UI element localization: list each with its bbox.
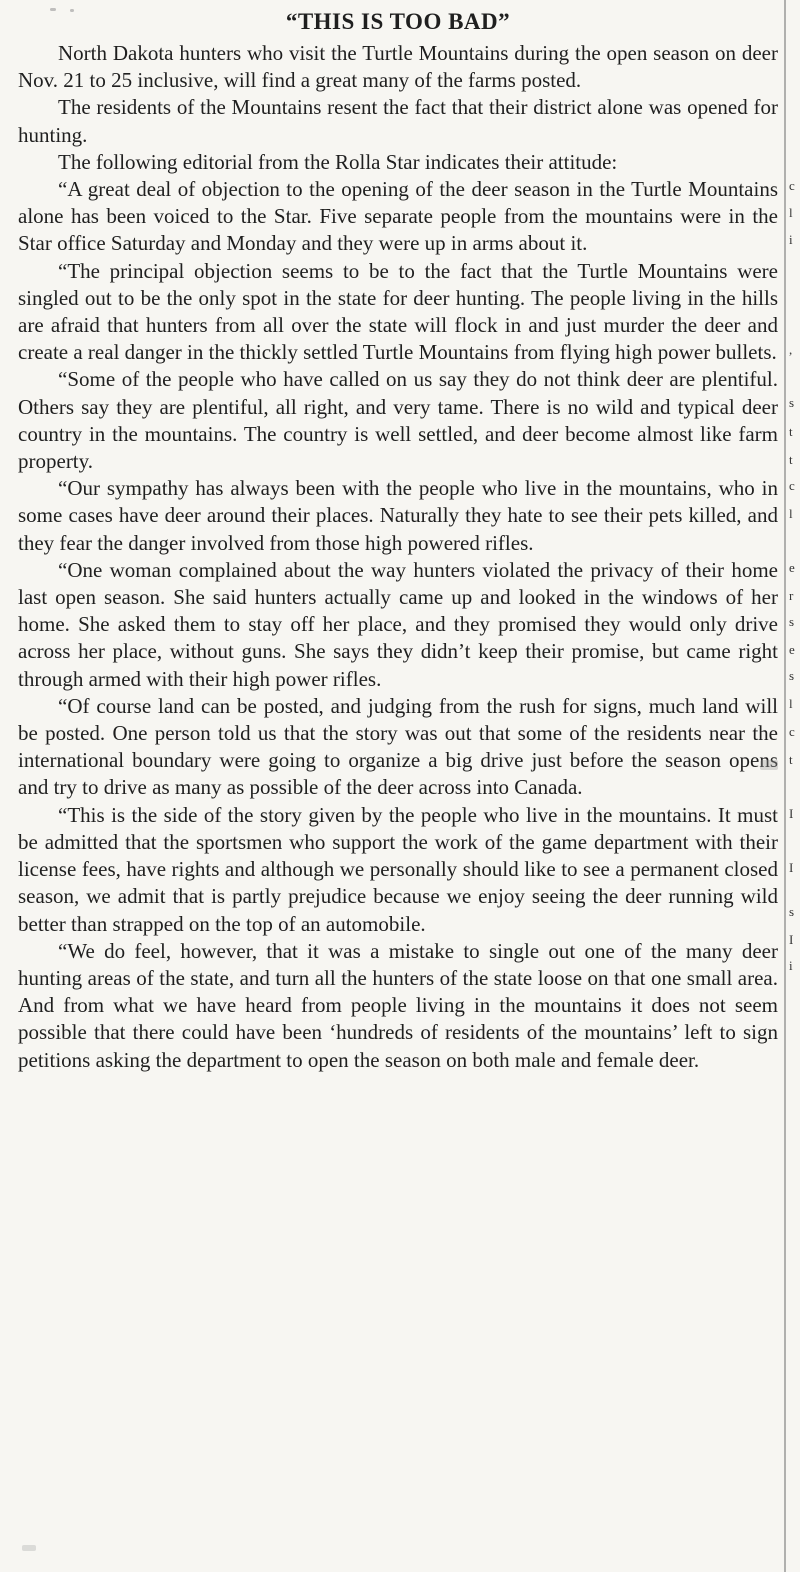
- edge-glyph: t: [789, 424, 793, 439]
- paragraph-10: “This is the side of the story given by the people who live in the mountains. It must be admitted that the sportsmen who support the work of the game department with their license fees, have rights and although we personally should like to see a permanent closed season, we admit that is partly prejudice because we enjoy seeing the deer running wild better than strapped on the top of an automobile.: [18, 802, 778, 936]
- edge-glyph: i: [789, 958, 793, 973]
- edge-glyph: c: [789, 478, 795, 493]
- paragraph-11: “We do feel, however, that it was a mistake to single out one of the many deer hunting areas of the state, and turn all the hunters of the state loose on that one small area. And from what we have heard from people living in the mountains it does not seem possible that there could have been ‘hundreds of residents of the mountains’ left to sign petitions asking the department to open the season on both male and female deer.: [18, 938, 778, 1072]
- edge-glyph: c: [789, 724, 795, 739]
- edge-glyph: t: [789, 452, 793, 467]
- paragraph-8: “One woman complained about the way hunters violated the privacy of their home last open season. She said hunters actually came up and looked in the windows of her home. She asked them to stay off her place, and they promised they would only drive across her place, without guns. She says they didn’t keep their promise, but came right through armed with their high power rifles.: [18, 557, 778, 691]
- edge-glyph: I: [789, 806, 794, 821]
- edge-glyph: r: [789, 588, 794, 603]
- article-column: [18, 6, 778, 1074]
- paragraph-7: “Our sympathy has always been with the people who live in the mountains, who in some cases have deer around their places. Naturally they hate to see their pets killed, and they fear the danger involved from those high powered rifles.: [18, 476, 778, 555]
- edge-glyph: e: [789, 642, 795, 657]
- edge-glyph: s: [789, 614, 795, 629]
- column-rule: [784, 0, 786, 1572]
- edge-glyph: s: [789, 904, 795, 919]
- article-headline: “THIS IS TOO BAD”: [285, 9, 511, 34]
- adjacent-column-fragment: [789, 0, 800, 1572]
- edge-glyph: l: [789, 506, 793, 521]
- edge-glyph: I: [789, 860, 794, 875]
- paragraph-9: “Of course land can be posted, and judging from the rush for signs, much land will be posted. One person told us that the story was out that some of the residents near the international boundary were going to organize a big drive just before the season opens and try to drive as many as possible of the deer across into Canada.: [18, 693, 778, 800]
- paragraph-1: North Dakota hunters who visit the Turtle Mountains during the open season on deer Nov. 21 to 25 inclusive, will find a great many of the farms posted.: [18, 41, 778, 93]
- print-smudge: [760, 760, 778, 770]
- edge-glyph: I: [789, 932, 794, 947]
- paragraph-3: The following editorial from the Rolla Star indicates their attitude:: [58, 149, 618, 174]
- paragraph-6: “Some of the people who have called on us say they do not think deer are plentiful. Others say they are plentiful, all right, and very tame. There is no wild and typical deer country in the mountains. The country is well settled, and deer become almost like farm property.: [18, 367, 778, 474]
- edge-glyph: s: [789, 395, 795, 410]
- edge-glyph: l: [789, 696, 793, 711]
- edge-glyph: i: [789, 232, 793, 247]
- edge-glyph: c: [789, 178, 795, 193]
- edge-glyph: l: [789, 205, 793, 220]
- print-smudge: [22, 1545, 36, 1551]
- edge-glyph: e: [789, 560, 795, 575]
- edge-glyph: ,: [789, 342, 793, 357]
- edge-glyph: s: [789, 668, 795, 683]
- print-speck: [70, 9, 74, 12]
- paragraph-2: The residents of the Mountains resent the fact that their district alone was opened for hunting.: [18, 95, 778, 147]
- print-speck: [50, 8, 56, 11]
- paragraph-4: “A great deal of objection to the opening of the deer season in the Turtle Mountains alone has been voiced to the Star. Five separate people from the mountains were in the Star office Saturday and Monday and they were up in arms about it.: [18, 177, 778, 256]
- edge-glyph: t: [789, 752, 793, 767]
- paragraph-5: “The principal objection seems to be to the fact that the Turtle Mountains were singled out to be the only spot in the state for deer hunting. The people living in the hills are afraid that hunters from all over the state will flock in and just murder the deer and create a real danger in the thickly settled Turtle Mountains from flying high power bullets.: [18, 258, 778, 365]
